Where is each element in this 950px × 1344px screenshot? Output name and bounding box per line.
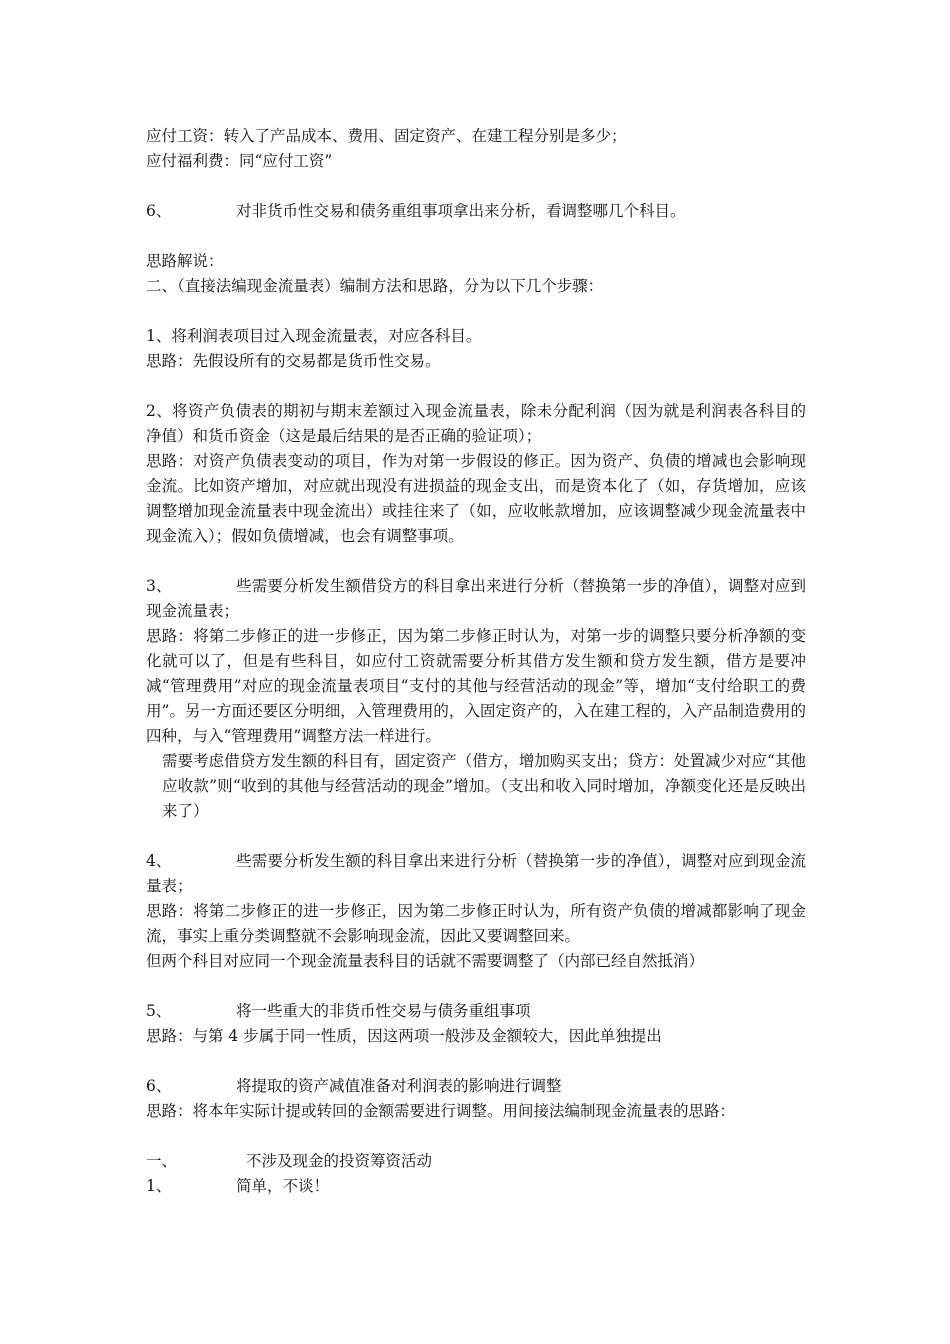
item-text: 些需要分析发生额的科目拿出来进行分析（替换第一步的净值），调整对应到现金流量表；	[146, 852, 806, 895]
numbered-item	[146, 199, 806, 224]
item-number: 6、	[146, 202, 172, 220]
item-number: 4、	[146, 852, 172, 870]
paragraph: 但两个科目对应同一个现金流量表科目的话就不需要调整了（内部已经自然抵消）	[146, 952, 705, 970]
item-number: 3、	[146, 577, 172, 595]
paragraph: 思路：对资产负债表变动的项目，作为对第一步假设的修正。因为资产、负债的增减也会影响现金流。比如资产增加，对应就出现没有进损益的现金支出，而是资本化了（如，存货增加，应该调整增加现金流量表中现金流出）或挂往来了（如，应收帐款增加，应该调整减少现金流量表中现金流入）；假如负债增减，也会有调整事项。	[146, 452, 806, 545]
section-heading	[146, 1149, 806, 1174]
numbered-item	[146, 1074, 806, 1099]
item-text: 对非货币性交易和债务重组事项拿出来分析，看调整哪几个科目。	[236, 202, 686, 220]
document-body	[146, 124, 806, 1199]
numbered-item	[146, 999, 806, 1024]
paragraph: 思路：将本年实际计提或转回的金额需要进行调整。用间接法编制现金流量表的思路：	[146, 1102, 736, 1120]
item-text: 将一些重大的非货币性交易与债务重组事项	[236, 1002, 531, 1020]
item-text: 些需要分析发生额借贷方的科目拿出来进行分析（替换第一步的净值），调整对应到现金流量表；	[146, 577, 806, 620]
spacer	[146, 224, 806, 249]
numbered-item	[146, 574, 806, 624]
paragraph: 1、将利润表项目过入现金流量表，对应各科目。	[146, 327, 482, 345]
spacer	[146, 1124, 806, 1149]
item-number: 6、	[146, 1077, 172, 1095]
item-number: 1、	[146, 1177, 172, 1195]
numbered-item	[146, 849, 806, 899]
item-number: 一、	[146, 1152, 178, 1170]
paragraph: 需要考虑借贷方发生额的科目有，固定资产（借方，增加购买支出；贷方：处置减少对应“其他应收款”则“收到的其他与经营活动的现金”增加。（支出和收入同时增加，净额变化还是反映出来了）	[162, 752, 806, 820]
item-number: 5、	[146, 1002, 172, 1020]
item-text: 不涉及现金的投资筹资活动	[246, 1152, 433, 1170]
spacer	[146, 974, 806, 999]
paragraph: 思路：先假设所有的交易都是货币性交易。	[146, 352, 441, 370]
spacer	[146, 299, 806, 324]
item-text: 简单，不谈！	[236, 1177, 330, 1195]
numbered-item	[146, 1174, 806, 1199]
section-heading: 二、（直接法编现金流量表）编制方法和思路，分为以下几个步骤：	[146, 277, 604, 295]
item-text: 将提取的资产减值准备对利润表的影响进行调整	[236, 1077, 562, 1095]
spacer	[146, 174, 806, 199]
paragraph: 思路：将第二步修正的进一步修正，因为第二步修正时认为，所有资产负债的增减都影响了现金流，事实上重分类调整就不会影响现金流，因此又要调整回来。	[146, 902, 806, 945]
paragraph: 思路：与第 4 步属于同一性质，因这两项一般涉及金额较大，因此单独提出	[146, 1027, 662, 1045]
spacer	[146, 549, 806, 574]
paragraph: 思路：将第二步修正的进一步修正，因为第二步修正时认为，对第一步的调整只要分析净额的变化就可以了，但是有些科目，如应付工资就需要分析其借方发生额和贷方发生额，借方是要冲减“管理费用”对应的现金流量表项目“支付的其他与经营活动的现金”等，增加“支付给职工的费用”。另一方面还要区分明细，入管理费用的，入固定资产的，入在建工程的，入产品制造费用的四种，与入“管理费用”调整方法一样进行。	[146, 627, 806, 745]
paragraph: 应付福利费：同“应付工资”	[146, 152, 333, 170]
spacer	[146, 824, 806, 849]
paragraph: 2、将资产负债表的期初与期末差额过入现金流量表，除未分配利润（因为就是利润表各科目的净值）和货币资金（这是最后结果的是否正确的验证项）；	[146, 402, 806, 445]
spacer	[146, 374, 806, 399]
paragraph: 应付工资：转入了产品成本、费用、固定资产、在建工程分别是多少；	[146, 127, 627, 145]
paragraph: 思路解说：	[146, 252, 224, 270]
spacer	[146, 1049, 806, 1074]
